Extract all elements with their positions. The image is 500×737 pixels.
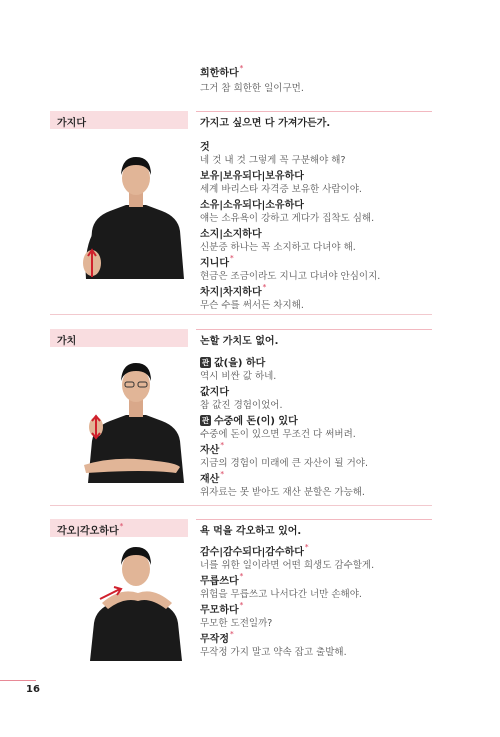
related-word: 보유|보유되다|보유하다 — [200, 171, 304, 182]
related-sentence: 현금은 조금이라도 지니고 다녀야 안심이지. — [200, 271, 381, 282]
related-sentence: 너를 위한 일이라면 어떤 희생도 감수할게. — [200, 560, 375, 571]
related-sentence: 위자료는 못 받아도 재산 분할은 가능해. — [200, 487, 365, 498]
header-line — [196, 111, 432, 112]
related-sentence: 세계 바리스타 자격증 보유한 사람이야. — [200, 184, 362, 195]
entry-main-sentence: 욕 먹을 각오하고 있어. — [200, 526, 302, 537]
star-mark: * — [239, 572, 244, 580]
star-mark: * — [119, 522, 124, 530]
related-word: 무릅쓰다* — [200, 572, 244, 587]
related-sentence: 무작정 가지 말고 약속 잡고 출발해. — [200, 647, 347, 658]
related-word: 차지|차지하다* — [200, 283, 267, 298]
idiom-badge: 관 — [201, 358, 210, 367]
related-sentence: 참 값진 경험이었어. — [200, 400, 283, 411]
related-sentence: 역시 비싼 값 하네. — [200, 371, 277, 382]
star-mark: * — [239, 601, 244, 609]
related-word: 값지다 — [200, 387, 229, 398]
related-sentence: 지금의 경험이 미래에 큰 자산이 될 거야. — [200, 458, 368, 469]
related-word: 무모하다* — [200, 601, 244, 616]
related-sentence: 무슨 수를 써서든 차지해. — [200, 300, 304, 311]
entry-title: 가치 — [57, 336, 77, 347]
sign-photo-gachi — [76, 355, 196, 483]
header-line — [196, 329, 432, 330]
related-sentence: 위험을 무릅쓰고 나서다간 너만 손해야. — [200, 589, 362, 600]
related-word: 무작정* — [200, 630, 234, 645]
entry-title: 각오|각오하다* — [57, 522, 124, 537]
related-sentence: 신분증 하나는 꼭 소지하고 다녀야 해. — [200, 242, 356, 253]
related-word: 것 — [200, 142, 210, 153]
related-word: 지니다* — [200, 254, 234, 269]
entry-gajida — [50, 111, 432, 311]
related-word: 관 값(을) 하다 — [201, 358, 266, 369]
related-sentence: 수중에 돈이 있으면 무조건 다 써버려. — [200, 429, 356, 440]
divider — [50, 505, 432, 506]
idiom-badge: 관 — [201, 416, 210, 425]
related-word: 소지|소지하다 — [200, 229, 262, 240]
divider — [50, 314, 432, 315]
related-word: 관 수중에 돈(이) 있다 — [201, 416, 298, 427]
star-mark: * — [220, 470, 224, 478]
related-word: 재산* — [200, 470, 224, 485]
entry-gago — [50, 519, 432, 669]
entry-main-sentence: 논할 가치도 없어. — [200, 336, 279, 347]
example-sentence: 그거 참 희한한 일이구먼. — [200, 83, 304, 94]
star-mark: * — [262, 283, 267, 291]
page-number: 16 — [26, 684, 40, 695]
star-mark: * — [239, 64, 244, 72]
sign-photo-gago — [76, 543, 196, 661]
sign-photo-gajida — [76, 151, 196, 279]
related-sentence: 무모한 도전일까? — [200, 618, 273, 629]
entry-gachi — [50, 329, 432, 501]
related-word: 자산* — [200, 441, 224, 456]
star-mark: * — [229, 254, 234, 262]
related-sentence: 얘는 소유욕이 강하고 게다가 집착도 심해. — [200, 213, 375, 224]
headword-huihanhada: 희한하다* — [200, 64, 244, 79]
star-mark: * — [304, 543, 309, 551]
related-word: 감수|감수되다|감수하다* — [200, 543, 309, 558]
entry-main-sentence: 가지고 싶으면 다 가져가든가. — [200, 118, 331, 129]
entry-title: 가지다 — [57, 118, 86, 129]
related-word: 소유|소유되다|소유하다 — [200, 200, 304, 211]
star-mark: * — [220, 441, 224, 449]
related-sentence: 네 것 내 것 그렇게 꼭 구분해야 해? — [200, 155, 346, 166]
star-mark: * — [229, 630, 234, 638]
page-number-line — [0, 680, 36, 681]
header-line — [196, 519, 432, 520]
